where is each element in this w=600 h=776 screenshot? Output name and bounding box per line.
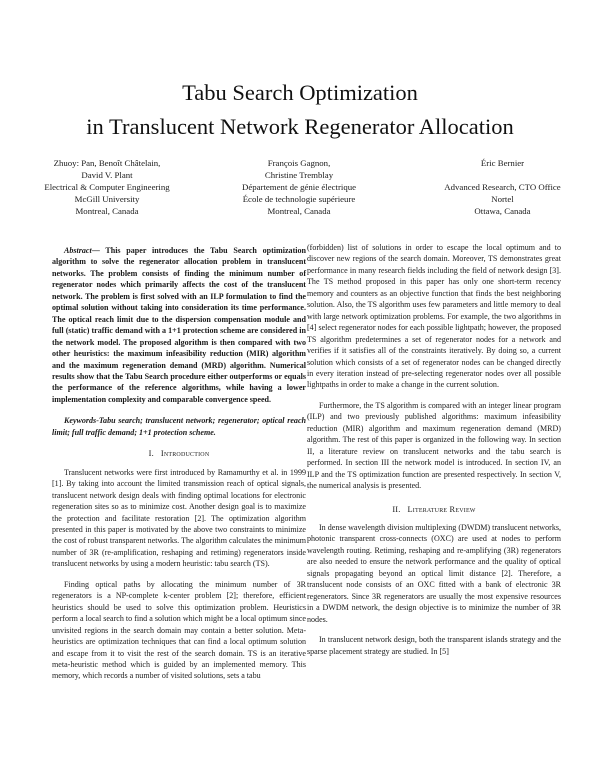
body-paragraph: Finding optical paths by allocating the minimum number of 3R regenerators is a NP-complete k-center problem [2]; therefore, efficient heuristics should be used to solve this optimization problem. Heuristics perform a local search to find a solution which might be a local optimum since unvisited regions in the search domain may contain a better solution. Meta-heuristics are optimization techniques that can find a local optimum solution and escape from it to visit the rest of the search domain. TS is an iterative meta-heuristic method which is guided by an implemented memory. This memory, which records a number of visited solutions, sets a tabu [52,579,306,681]
body-paragraph: In translucent network design, both the transparent islands strategy and the sparse placement strategy are studied. In [5] [307,635,561,656]
paragraph-spacer [307,391,561,400]
author-2-names: François Gagnon, [267,158,331,168]
author-1-location: Montreal, Canada [75,206,139,216]
author-3-blank-line [420,169,585,181]
author-1-institution: McGill University [74,194,140,204]
author-block-1 [22,157,192,217]
author-2-location: Montreal, Canada [267,206,331,216]
body-paragraph: Furthermore, the TS algorithm is compared with an integer linear program (ILP) and two previously published algorithms: maximum infeasibility reduction (MIR) algorithm and maximum regeneration demand (MRD) algorithm. The rest of this paper is organized in the following way. In section II, a literature review on translucent networks and the tabu search is performed. In section III the network model is introduced. In section IV, an ILP and the TS optimization function are presented respectively. In section V, the numerical analysis is presented. [307,400,561,491]
body-paragraph: Translucent networks were first introduced by Ramamurthy et al. in 1999 [1]. By taking into account the limited transmission reach of optical signals, translucent network design deals with finding optimal locations for electronic regeneration sites so as to minimize cost. Another design goal is to maximize the protection and facilitate restoration [2]. The optimization algorithm presented in this paper is motivated by the above two constraints to minimize the cost of robust transparent networks. The algorithm calculates the minimum number of 3R (re-amplification, reshaping and retiming) regenerators inside translucent networks by using a modern heuristic: tabu search (TS). [52,467,306,569]
author-3-dept: Advanced Research, CTO Office [444,182,561,192]
body-paragraph: In dense wavelength division multiplexing (DWDM) translucent networks, photonic transparent cross-connects (OXC) are used at nodes to perform wavelength routing. Retiming, reshaping and re-amplifying (3R) regenerators are also needed to ensure the network performance and the quality of optical signals propagating beyond an optical limit distance [2]. Therefore, a translucent node consists of an OXC fitted with a bank of electronic 3R regenerators. Since 3R regenerators are usually the most expensive resources in a DWDM network, the design objective is to minimize the number of 3R nodes. [307,522,561,624]
keywords: Keywords-Tabu search; translucent network; regenerator; optical reach limit; full traffic demand; 1+1 protection scheme. [52,416,306,437]
author-block-3 [420,157,585,217]
abstract-paragraph [52,245,306,405]
left-column [52,245,306,682]
author-3-location: Ottawa, Canada [474,206,531,216]
section-number: I. [148,449,154,459]
author-1-names-2: David V. Plant [81,170,133,180]
body-paragraph: (forbidden) list of solutions in order to escape the local optimum and to discover new regions of the search domain. Moreover, TS demonstrates great performance in many research fields including the field of network design [3]. The TS method proposed in this paper has only one short-term recency memory and counters as an objective function that finds the best neighboring solution. Also, the TS algorithm uses few parameters and little memory to deal with large network optimization problems. For example, the two algorithms in [4] select regenerator nodes for each possible lightpath; however, the proposed TS algorithm predetermines a set of regenerator nodes for a network and verifies if it satisfies all of the constraints iteratively. By doing so, a current solution which consists of a set of regenerator nodes can be changed directly in every iteration instead of pre-selecting regenerator nodes over all possible lightpaths in order to make a change in the current solution. [307,243,561,390]
section-title: Literature Review [407,504,476,514]
paragraph-spacer [52,570,306,579]
author-2-institution: École de technologie supérieure [242,194,356,204]
author-1-names: Zhuoy: Pan, Benoît Châtelain, [53,158,161,168]
right-column [307,242,561,657]
paper-title-line-2: in Translucent Network Regenerator Allocation [86,114,514,139]
author-3-institution: Nortel [491,194,514,204]
abstract-label: Abstract [64,246,92,255]
paragraph-spacer [307,625,561,634]
paper-title-line-1: Tabu Search Optimization [182,80,418,105]
section-number: II. [392,504,401,514]
author-2-dept: Département de génie électrique [241,182,357,192]
author-3-name: Éric Bernier [480,158,525,168]
section-heading-literature-review [307,504,561,515]
section-title: Introduction [160,449,210,459]
author-2-names-2: Christine Tremblay [264,170,334,180]
author-1-dept: Electrical & Computer Engineering [44,182,170,192]
author-block-2 [208,157,390,217]
section-heading-introduction [52,448,306,459]
abstract-text: — This paper introduces the Tabu Search optimization algorithm to solve the regenerator allocation problem in translucent networks. The problem consists of finding the minimum number of regenerator nodes which primarily affects the cost of the translucent network. The problem is first solved with an ILP formulation to find the optimal solution without taking into consideration its time performance. The optical reach limit due to the dispersion compensation module and full (static) traffic demand with a 1+1 protection scheme are considered in the network model. The proposed algorithm is then compared with two other heuristics: the maximum infeasibility reduction (MIR) algorithm and the maximum regeneration demand (MRD) algorithm. Numerical results show that the Tabu Search procedure either outperforms or equals the performance of the reference algorithms, while having a lower implementation complexity and comparable convergence speed. [52,246,306,404]
